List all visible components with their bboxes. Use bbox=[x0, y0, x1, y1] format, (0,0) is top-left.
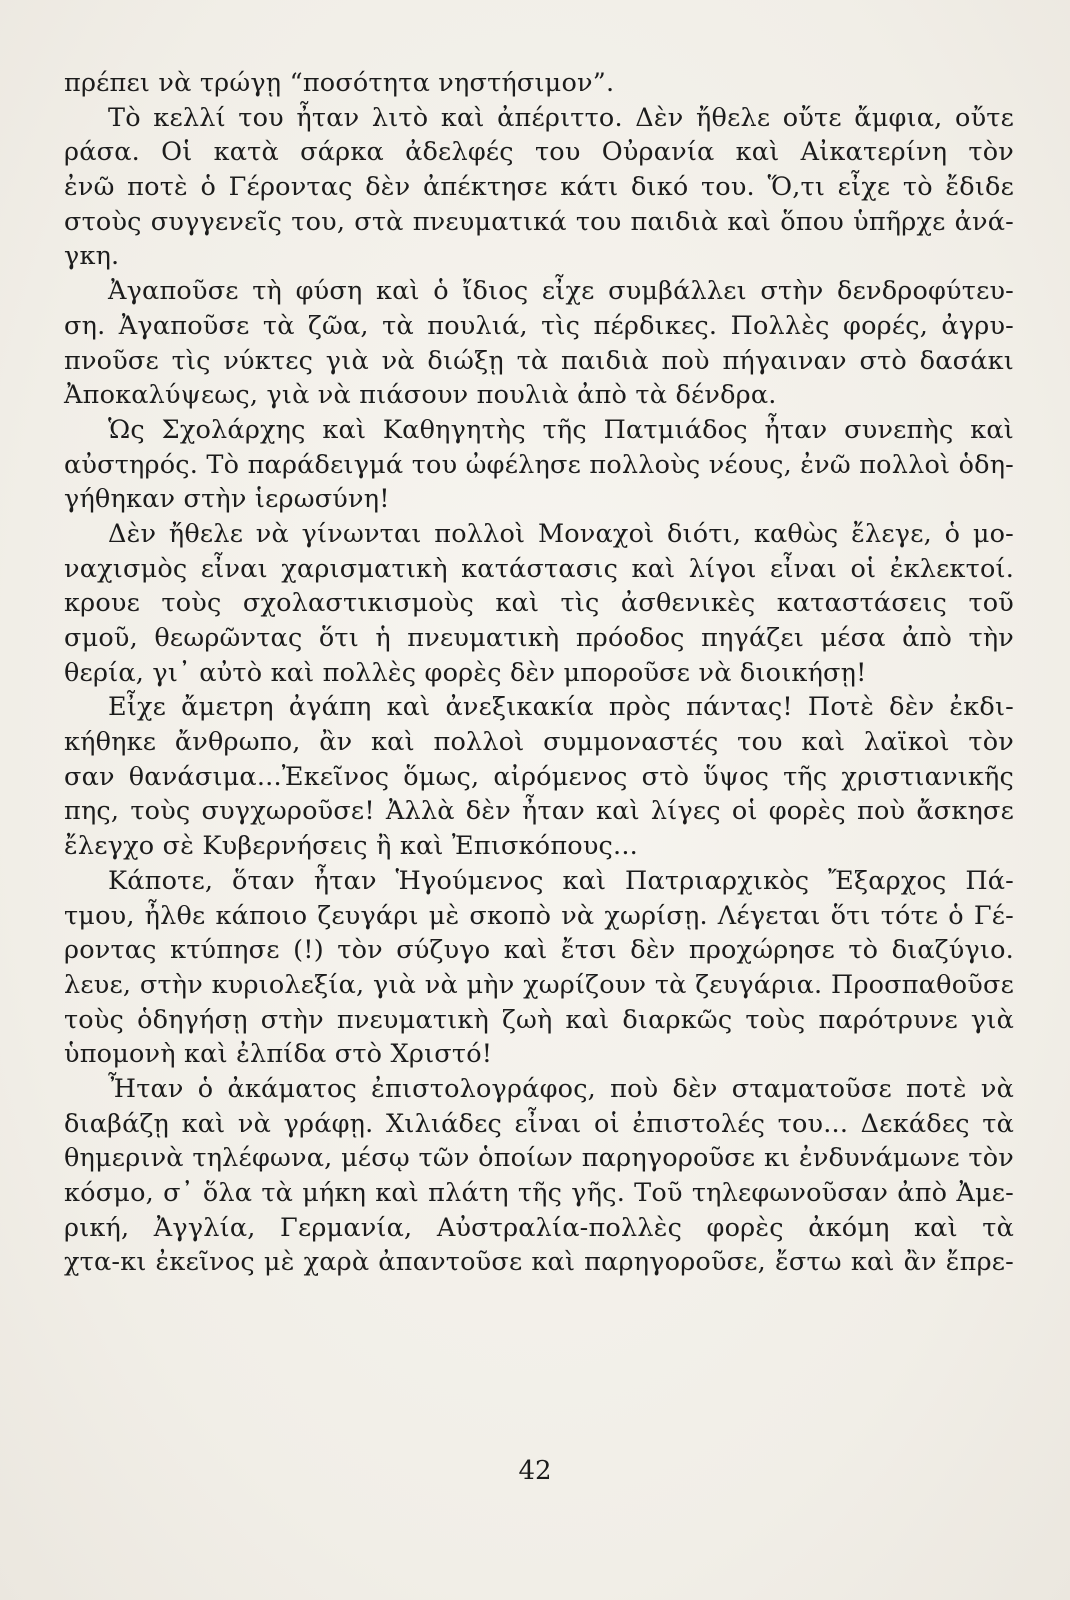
text-line: πνοῦσε τὶς νύκτες γιὰ νὰ διώξῃ τὰ παιδιὰ ποὺ πήγαιναν στὸ δασάκι bbox=[64, 345, 1014, 376]
text-line: Ὡς Σχολάρχης καὶ Καθηγητὴς τῆς Πατμιάδος ἦταν συνεπὴς καὶ bbox=[108, 414, 1014, 445]
text-line: ὑπομονὴ καὶ ἐλπίδα στὸ Χριστό! bbox=[64, 1039, 493, 1070]
text-line: γήθηκαν στὴν ἱερωσύνη! bbox=[64, 484, 390, 515]
text-line: ση. Ἀγαποῦσε τὰ ζῶα, τὰ πουλιά, τὶς πέρδικες. Πολλὲς φορές, ἀγρυ- bbox=[64, 310, 1014, 341]
text-line: ράσα. Οἱ κατὰ σάρκα ἀδελφές του Οὐρανία καὶ Αἰκατερίνη τὸν bbox=[64, 137, 1014, 168]
text-line: αὐστηρός. Τὸ παράδειγμά του ὠφέλησε πολλοὺς νέους, ἐνῶ πολλοὶ ὁδη- bbox=[64, 449, 1014, 480]
text-line: λευε, στὴν κυριολεξία, γιὰ νὰ μὴν χωρίζουν τὰ ζευγάρια. Προσπαθοῦσε bbox=[64, 969, 1014, 1000]
text-line: ἐνῶ ποτὲ ὁ Γέροντας δὲν ἀπέκτησε κάτι δικό του. Ὅ,τι εἶχε τὸ ἔδιδε bbox=[64, 172, 1014, 203]
text-line: Εἶχε ἄμετρη ἀγάπη καὶ ἀνεξικακία πρὸς πάντας! Ποτὲ δὲν ἐκδι- bbox=[108, 692, 1014, 723]
text-line: γκη. bbox=[64, 241, 120, 272]
text-line: στοὺς συγγενεῖς του, στὰ πνευματικά του παιδιὰ καὶ ὅπου ὑπῆρχε ἀνά- bbox=[64, 206, 1014, 237]
text-line: ἔλεγχο σὲ Κυβερνήσεις ἢ καὶ Ἐπισκόπους... bbox=[64, 831, 638, 862]
text-line: κήθηκε ἄνθρωπο, ἂν καὶ πολλοὶ συμμοναστές του καὶ λαϊκοὶ τὸν bbox=[64, 727, 1014, 758]
text-line: Δὲν ἤθελε νὰ γίνωνται πολλοὶ Μοναχοὶ διότι, καθὼς ἔλεγε, ὁ μο- bbox=[108, 518, 1014, 549]
text-line: τοὺς ὁδηγήσῃ στὴν πνευματικὴ ζωὴ καὶ διαρκῶς τοὺς παρότρυνε γιὰ bbox=[64, 1004, 1014, 1035]
body-text bbox=[64, 66, 1014, 1280]
text-line: θερία, γι᾿ αὐτὸ καὶ πολλὲς φορὲς δὲν μποροῦσε νὰ διοικήσῃ! bbox=[64, 657, 867, 688]
text-line: πης, τοὺς συγχωροῦσε! Ἀλλὰ δὲν ἦταν καὶ λίγες οἱ φορὲς ποὺ ἄσκησε bbox=[64, 796, 1014, 827]
text-line: τμου, ἦλθε κάποιο ζευγάρι μὲ σκοπὸ νὰ χωρίσῃ. Λέγεται ὅτι τότε ὁ Γέ- bbox=[64, 900, 1014, 931]
text-line: Κάποτε, ὅταν ἦταν Ἡγούμενος καὶ Πατριαρχικὸς Ἔξαρχος Πά- bbox=[108, 865, 1014, 896]
text-line: Τὸ κελλί του ἦταν λιτὸ καὶ ἀπέριττο. Δὲν ἤθελε οὔτε ἄμφια, οὔτε bbox=[108, 102, 1014, 133]
text-line: κρουε τοὺς σχολαστικισμοὺς καὶ τὶς ἀσθενικὲς καταστάσεις τοῦ bbox=[64, 588, 1014, 619]
text-line: Ἀγαποῦσε τὴ φύση καὶ ὁ ἴδιος εἶχε συμβάλλει στὴν δενδροφύτευ- bbox=[108, 276, 1014, 307]
text-line: θημερινὰ τηλέφωνα, μέσῳ τῶν ὁποίων παρηγοροῦσε κι ἐνδυνάμωνε τὸν bbox=[64, 1143, 1014, 1174]
page-number: 42 bbox=[518, 1456, 552, 1486]
text-line: Ἀποκαλύψεως, γιὰ νὰ πιάσουν πουλιὰ ἀπὸ τὰ δένδρα. bbox=[64, 380, 777, 411]
text-line: κόσμο, σ᾿ ὅλα τὰ μήκη καὶ πλάτη τῆς γῆς. Τοῦ τηλεφωνοῦσαν ἀπὸ Ἀμε- bbox=[64, 1178, 1014, 1208]
text-line: διαβάζῃ καὶ νὰ γράφῃ. Χιλιάδες εἶναι οἱ ἐπιστολές του... Δεκάδες τὰ bbox=[64, 1108, 1014, 1139]
text-line: ροντας κτύπησε (!) τὸν σύζυγο καὶ ἔτσι δὲν προχώρησε τὸ διαζύγιο. bbox=[64, 935, 1014, 966]
text-line: ναχισμὸς εἶναι χαρισματικὴ κατάστασις καὶ λίγοι εἶναι οἱ ἐκλεκτοί. bbox=[64, 553, 1014, 584]
text-line: σαν θανάσιμα...Ἐκεῖνος ὅμως, αἰρόμενος στὸ ὕψος τῆς χριστιανικῆς bbox=[64, 761, 1014, 792]
text-line: σμοῦ, θεωρῶντας ὅτι ἡ πνευματικὴ πρόοδος πηγάζει μέσα ἀπὸ τὴν bbox=[64, 623, 1014, 653]
text-line: ρική, Ἀγγλία, Γερμανία, Αὐστραλία-πολλὲς φορὲς ἀκόμη καὶ τὰ bbox=[64, 1212, 1014, 1243]
text-line: Ἦταν ὁ ἀκάματος ἐπιστολογράφος, ποὺ δὲν σταματοῦσε ποτὲ νὰ bbox=[108, 1073, 1014, 1104]
text-line: χτα-κι ἐκεῖνος μὲ χαρὰ ἀπαντοῦσε καὶ παρηγοροῦσε, ἔστω καὶ ἂν ἔπρε- bbox=[64, 1247, 1014, 1278]
text-line: πρέπει νὰ τρώγῃ “ποσότητα νηστήσιμον”. bbox=[64, 68, 615, 98]
